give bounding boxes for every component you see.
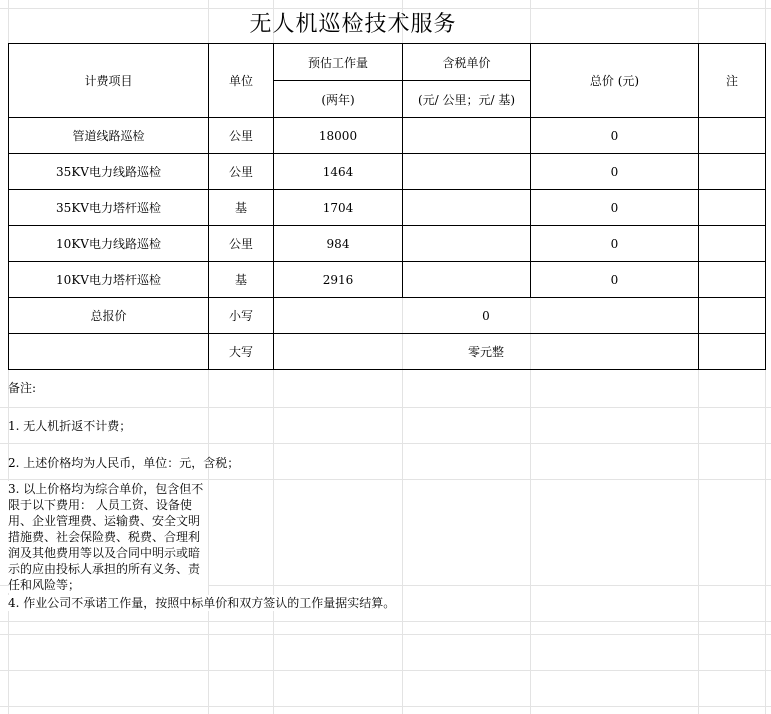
summary-small-label: 小写 — [209, 298, 274, 334]
header-note: 注 — [699, 44, 766, 118]
cell-item: 35KV电力塔杆巡检 — [9, 190, 209, 226]
table-row — [9, 262, 766, 298]
cell-price[interactable] — [403, 118, 531, 154]
note-3: 3. 以上价格均为综合单价，包含但不限于以下费用： 人员工资、设备使用、企业管理费、运输费、安全文明措施费、社会保险费、税费、合理利润及其他费用等以及合同中明示或暗示的应由投标人承担的所有义务、责任和风险等； — [8, 481, 208, 593]
table-row — [9, 226, 766, 262]
cell-note — [699, 154, 766, 190]
notes-heading: 备注: — [8, 381, 37, 395]
cell-note — [699, 118, 766, 154]
cell-price[interactable] — [403, 262, 531, 298]
header-item: 计费项目 — [9, 44, 209, 118]
cell-item: 10KV电力塔杆巡检 — [9, 262, 209, 298]
cell-qty: 18000 — [274, 118, 403, 154]
header-price-sub: (元/ 公里；元/ 基) — [403, 81, 531, 118]
summary-big-label: 大写 — [209, 334, 274, 370]
summary-small-value: 0 — [274, 298, 699, 334]
cell-price[interactable] — [403, 226, 531, 262]
cell-qty: 984 — [274, 226, 403, 262]
header-workload: 预估工作量 — [274, 44, 403, 81]
cell-item: 35KV电力线路巡检 — [9, 154, 209, 190]
cell-item: 10KV电力线路巡检 — [9, 226, 209, 262]
page-title: 无人机巡检技术服务 — [249, 12, 457, 37]
summary-empty — [9, 334, 209, 370]
cell-unit: 公里 — [209, 118, 274, 154]
cell-unit: 公里 — [209, 154, 274, 190]
summary-big-value: 零元整 — [274, 334, 699, 370]
cell-item: 管道线路巡检 — [9, 118, 209, 154]
cell-unit: 公里 — [209, 226, 274, 262]
cell-note — [699, 334, 766, 370]
table-row — [9, 118, 766, 154]
cell-total: 0 — [531, 118, 699, 154]
header-price: 含税单价 — [403, 44, 531, 81]
cell-total: 0 — [531, 226, 699, 262]
header-unit: 单位 — [209, 44, 274, 118]
cell-note — [699, 226, 766, 262]
cell-note — [699, 298, 766, 334]
note-4: 4. 作业公司不承诺工作量，按照中标单价和双方签认的工作量据实结算。 — [8, 596, 396, 610]
cell-total: 0 — [531, 154, 699, 190]
cell-note — [699, 262, 766, 298]
summary-label: 总报价 — [9, 298, 209, 334]
header-workload-sub: (两年) — [274, 81, 403, 118]
table-row — [9, 154, 766, 190]
cell-qty: 2916 — [274, 262, 403, 298]
pricing-table — [8, 43, 766, 370]
cell-price[interactable] — [403, 154, 531, 190]
cell-price[interactable] — [403, 190, 531, 226]
cell-total: 0 — [531, 262, 699, 298]
cell-qty: 1464 — [274, 154, 403, 190]
summary-small-row — [9, 298, 766, 334]
table-row — [9, 190, 766, 226]
cell-total: 0 — [531, 190, 699, 226]
summary-big-row — [9, 334, 766, 370]
note-1: 1. 无人机折返不计费； — [8, 419, 132, 433]
header-total: 总价 (元) — [531, 44, 699, 118]
cell-note — [699, 190, 766, 226]
cell-unit: 基 — [209, 262, 274, 298]
cell-qty: 1704 — [274, 190, 403, 226]
cell-unit: 基 — [209, 190, 274, 226]
note-2: 2. 上述价格均为人民币，单位：元，含税； — [8, 456, 240, 470]
